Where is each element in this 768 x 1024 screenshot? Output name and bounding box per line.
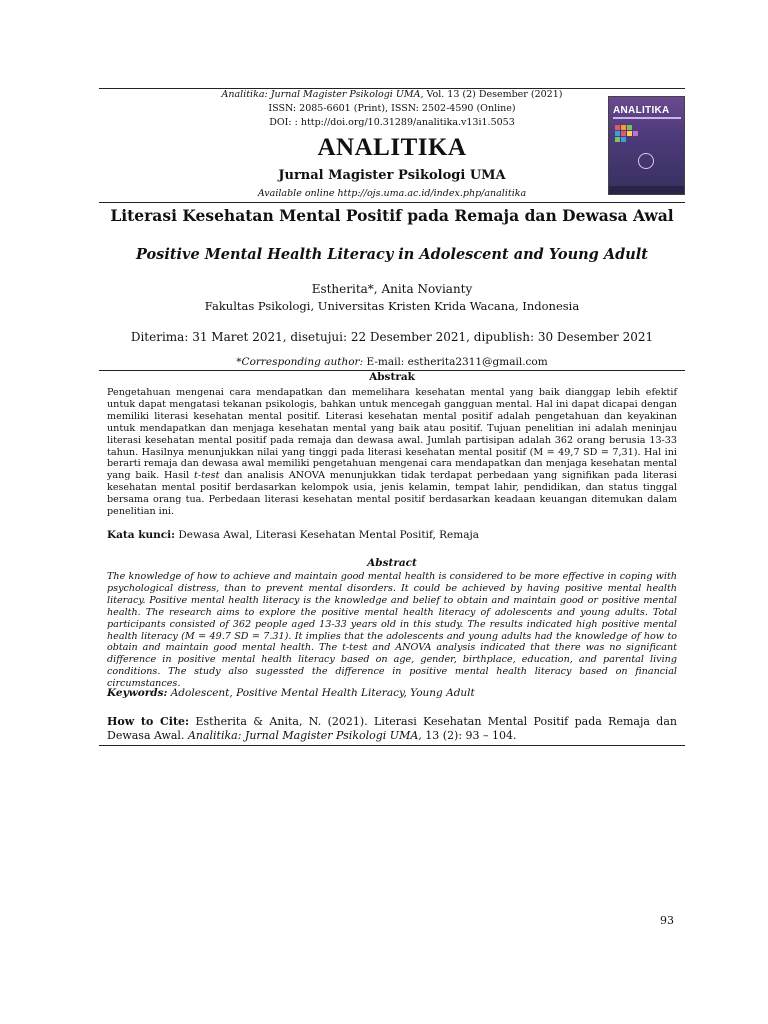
cover-square xyxy=(621,131,626,136)
corresponding-author xyxy=(99,356,685,368)
corresponding-author-email[interactable]: E-mail: estherita2311@gmail.com xyxy=(363,356,548,368)
journal-reference-volume: Vol. 13 (2) Desember (2021) xyxy=(423,89,563,100)
abstract-heading: Abstract xyxy=(367,557,417,569)
publication-dates: Diterima: 31 Maret 2021, disetujui: 22 Desember 2021, dipublish: 30 Desember 2021 xyxy=(130,330,654,344)
available-online-link[interactable]: Available online http://ojs.uma.ac.id/index.php/analitika xyxy=(257,188,527,199)
corresponding-author-label: *Corresponding author: xyxy=(236,356,364,368)
cover-square xyxy=(615,137,620,142)
abstrak-text xyxy=(107,387,677,518)
authors: Estherita*, Anita Novianty xyxy=(311,282,473,296)
journal-subtitle: Jurnal Magister Psikologi UMA xyxy=(278,168,506,183)
journal-cover-image xyxy=(608,96,685,195)
keywords-values: Adolescent, Positive Mental Health Literacy, Young Adult xyxy=(167,687,475,699)
journal-reference-name: Analitika: Jurnal Magister Psikologi UMA, xyxy=(221,89,424,100)
cover-square xyxy=(627,131,632,136)
cover-square xyxy=(615,131,620,136)
doi-line[interactable]: DOI: : http://doi.org/10.31289/analitika.v13i1.5053 xyxy=(269,117,515,128)
page-number: 93 xyxy=(660,914,674,927)
abstrak-ttest-term: t-test xyxy=(194,470,220,482)
article-title-indonesian: Literasi Kesehatan Mental Positif pada Remaja dan Dewasa Awal xyxy=(110,206,674,225)
issn-line: ISSN: 2085-6601 (Print), ISSN: 2502-4590 (Online) xyxy=(268,103,516,114)
article-title-english: Positive Mental Health Literacy in Adolescent and Young Adult xyxy=(135,246,648,263)
affiliation: Fakultas Psikologi, Universitas Kristen Krida Wacana, Indonesia xyxy=(204,299,580,313)
abstrak-text-part: Pengetahuan mengenai cara mendapatkan dan memelihara kesehatan mental yang baik dianggap lebih efektif untuk dapat mengatasi tekanan psikologis, bahkan untuk mencegah gangguan mental. Hal ini dapat dicapai dengan memiliki literasi kesehatan mental positif. Literasi kesehatan mental positif adalah pengetahuan dan keyakinan untuk mendapatkan dan menjaga kesehatan mental yang baik atau positif. Tujuan penelitian ini adalah meninjau literasi kesehatan mental positif pada remaja dan dewasa awal. Jumlah partisipan adalah 362 orang berusia 13-33 tahun. Hasilnya menunjukkan nilai yang tinggi pada literasi kesehatan mental positif (M = 49,7 SD = 7,31). Hal ini berarti remaja dan dewasa awal memiliki pengetahuan mengenai cara mendapatkan dan menjaga kesehatan mental yang baik. Hasil xyxy=(107,387,677,482)
keywords xyxy=(107,687,677,699)
cover-square xyxy=(615,125,620,130)
journal-name: ANALITIKA xyxy=(317,134,467,161)
how-to-cite xyxy=(107,715,677,743)
how-to-cite-pages: 13 (2): 93 – 104. xyxy=(421,729,517,742)
kata-kunci-values: Dewasa Awal, Literasi Kesehatan Mental Positif, Remaja xyxy=(175,529,479,541)
cover-title: ANALITIKA xyxy=(613,105,670,116)
how-to-cite-text: Estherita & Anita, N. (2021). Literasi Kesehatan Mental Positif pada Remaja dan Dewasa Awal. xyxy=(107,715,677,742)
how-to-cite-journal: Analitika: Jurnal Magister Psikologi UMA, xyxy=(187,729,422,742)
cover-emblem-icon xyxy=(638,153,654,169)
journal-reference xyxy=(99,89,685,102)
abstrak-heading: Abstrak xyxy=(369,371,415,383)
how-to-cite-label: How to Cite: xyxy=(107,715,190,728)
citation-bottom-rule xyxy=(99,745,685,746)
abstract-text: The knowledge of how to achieve and maintain good mental health is considered to be more effective in coping with psychological distress, than to prevent mental disorders. It could be achieved by having positive mental health literacy. Positive mental health literacy is the knowledge and belief to obtain and maintain good or positive mental health. The research aims to explore the positive mental health literacy of adolescents and young adults. Total participants consisted of 362 people aged 13-33 years old in this study. The results indicated high positive mental health literacy (M = 49.7 SD = 7.31). It implies that the adolescents and young adults had the knowledge of how to obtain and maintain good mental health. The t-test and ANOVA analysis indicated that there was no significant difference in positive mental health literacy based on age, gender, birthplace, education, and parental living conditions. The study also sugessted the difference in positive mental health literacy based on financial circumstances. xyxy=(107,571,677,690)
kata-kunci xyxy=(107,529,677,541)
kata-kunci-label: Kata kunci: xyxy=(107,529,176,541)
abstrak-text-part: dan analisis ANOVA menunjukkan tidak terdapat perbedaan yang signifikan pada literasi kesehatan mental positif berdasarkan kelompok usia, jenis kelamin, tempat lahir, pendidikan, dan status tinggal bersama orang tua. Perbedaan literasi kesehatan mental positif berdasarkan keadaan keuangan ditemukan dalam penelitian ini. xyxy=(107,470,678,518)
cover-footer-band xyxy=(609,186,684,194)
cover-square xyxy=(621,137,626,142)
keywords-label: Keywords: xyxy=(107,687,168,699)
cover-square xyxy=(627,125,632,130)
cover-stripe xyxy=(613,117,681,119)
header-bottom-rule xyxy=(99,202,685,203)
cover-square xyxy=(633,131,638,136)
cover-square xyxy=(621,125,626,130)
